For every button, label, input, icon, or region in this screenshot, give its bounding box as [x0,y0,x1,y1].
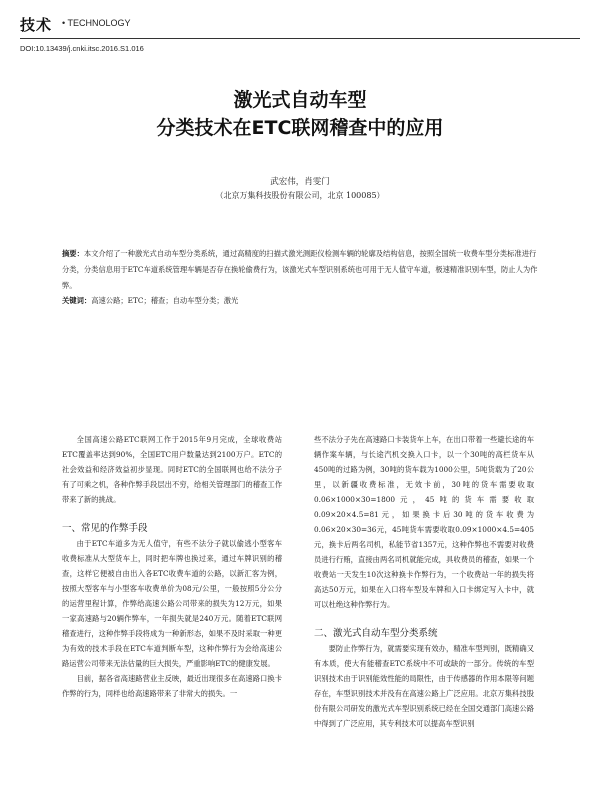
title-line-1: 激光式自动车型 [233,89,367,111]
header-rule [20,38,580,39]
authors: 武宏伟，肖雯门 [270,177,330,187]
abstract-label: 摘要： [62,249,84,258]
section-heading: 一、常见的作弊手段 [62,523,148,534]
journal-header [20,14,580,36]
abstract-text: 本文介绍了一种激光式自动车型分类系统，通过高精度的扫描式激光测距仪检测车辆的轮廓及结构信息，按照全国统一收费车型分类标准进行分类，分类信息用于ETC车道系统管理车辆是否存在换轮偷费行为，该激光式车型识别系统也可用于无人值守车道，极速精准识别车型，防止人为作弊。 [62,249,538,290]
paragraph: 全国高速公路ETC联网工作于2015年9月完成，全球收费站ETC覆盖率达到90%，全国ETC用户数量达到2100万户。ETC的社会效益和经济效益初步显现。同时ETC的全国联网也给不法分子有了可乘之机，各种作弊手段层出不穷，给相关管理部门的稽查工作带来了新的挑战。 [62,435,282,504]
section-heading: 二、激光式自动车型分类系统 [314,628,438,639]
doi-line: DOI:10.13439/j.cnki.itsc.2016.S1.016 [20,44,144,53]
paragraph: 由于ETC车道多为无人值守，有些不法分子就以偷逃小型客车收费标准从大型货车上，同时把车牌也换过来，通过车牌识别的稽查，这样它便被自由出入各ETC收费车道的公路，以新汇客为例，按照大型客车与小型客车收费单价为08元/公里，一般按照5分公分的运营里程计算，作弊给高速公路公司带来的损失为12万元，如果一家高速路与20辆作弊车，一年损失就是240万元。随着ETC联网稽查进行，这种作弊手段将成为一种新形态，如果不及时采取一种更为有效的技术手段在ETC车道判断车型，这种作弊行为会给高速公路运营公司带来无法估量的巨大损失，严重影响ETC的健康发展。 [62,539,282,668]
paragraph: 目前，据各省高速路营业主反映，最近出现很多在高速路口换卡作弊的行为，同样也给高速路带来了非常大的损失。一 [62,674,282,698]
keywords-label: 关键词： [62,296,92,305]
title-line-2: 分类技术在ETC联网稽查中的应用 [156,117,444,139]
affiliation: （北京万集科技股份有限公司，北京 100085） [215,191,385,200]
abstract [62,246,538,294]
article-title [0,86,600,142]
paragraph: 些不法分子先在高速路口卡装货车上车，在出口带着一些避长途的车辆作案车辆，与长途汽机交换入口卡，以一个30吨的高栏货车从450吨的过路为例，30吨的货车载为1000公里，5吨货载为了20公里，以新疆收费标准，无效卡前，30吨的货车需要收取0.06×1000×30=1800元，45吨的货车需要收取0.09×20×4.5=81元，如果换卡后30吨的货车收费为0.06×20×30=36元，45吨货车需要收取0.09×1000×4.5=405元，换卡后两名司机，私能节省1357元，这种作弊也不需要对收费员进行行贿，直接由两名司机就能完成，具收费员的稽查，如果一个收费站一天发生10次这种换卡作弊行为，一个收费站一年的损失将高达50万元，如果在入口将车型及车牌和入口卡绑定写入卡中，就可以杜绝这种作弊行为。 [314,435,534,609]
journal-section-brand-en: • TECHNOLOGY [62,18,131,28]
body-column-left [62,432,282,701]
keywords-text: 高速公路；ETC；稽查；自动车型分类；激光 [91,296,239,305]
paragraph: 要防止作弊行为，就需要实现有效办，精准车型判别，既精确又有本质，使大有能稽查ETC系统中不可或缺的一部分。传统的车型识别技术由于识别能效性能的局限性，由于传感器的作用本限等问题存在，车型识别技术并没有在高速公路上广泛应用。北京万集科技股份有限公司研发的激光式车型识别系统已经在全国交通部门高速公路中得到了广泛应用，其专利技术可以提高车型识别 [314,644,534,728]
body-column-right [314,432,534,731]
journal-section-brand: 技术 [20,16,53,34]
keywords [62,294,538,308]
